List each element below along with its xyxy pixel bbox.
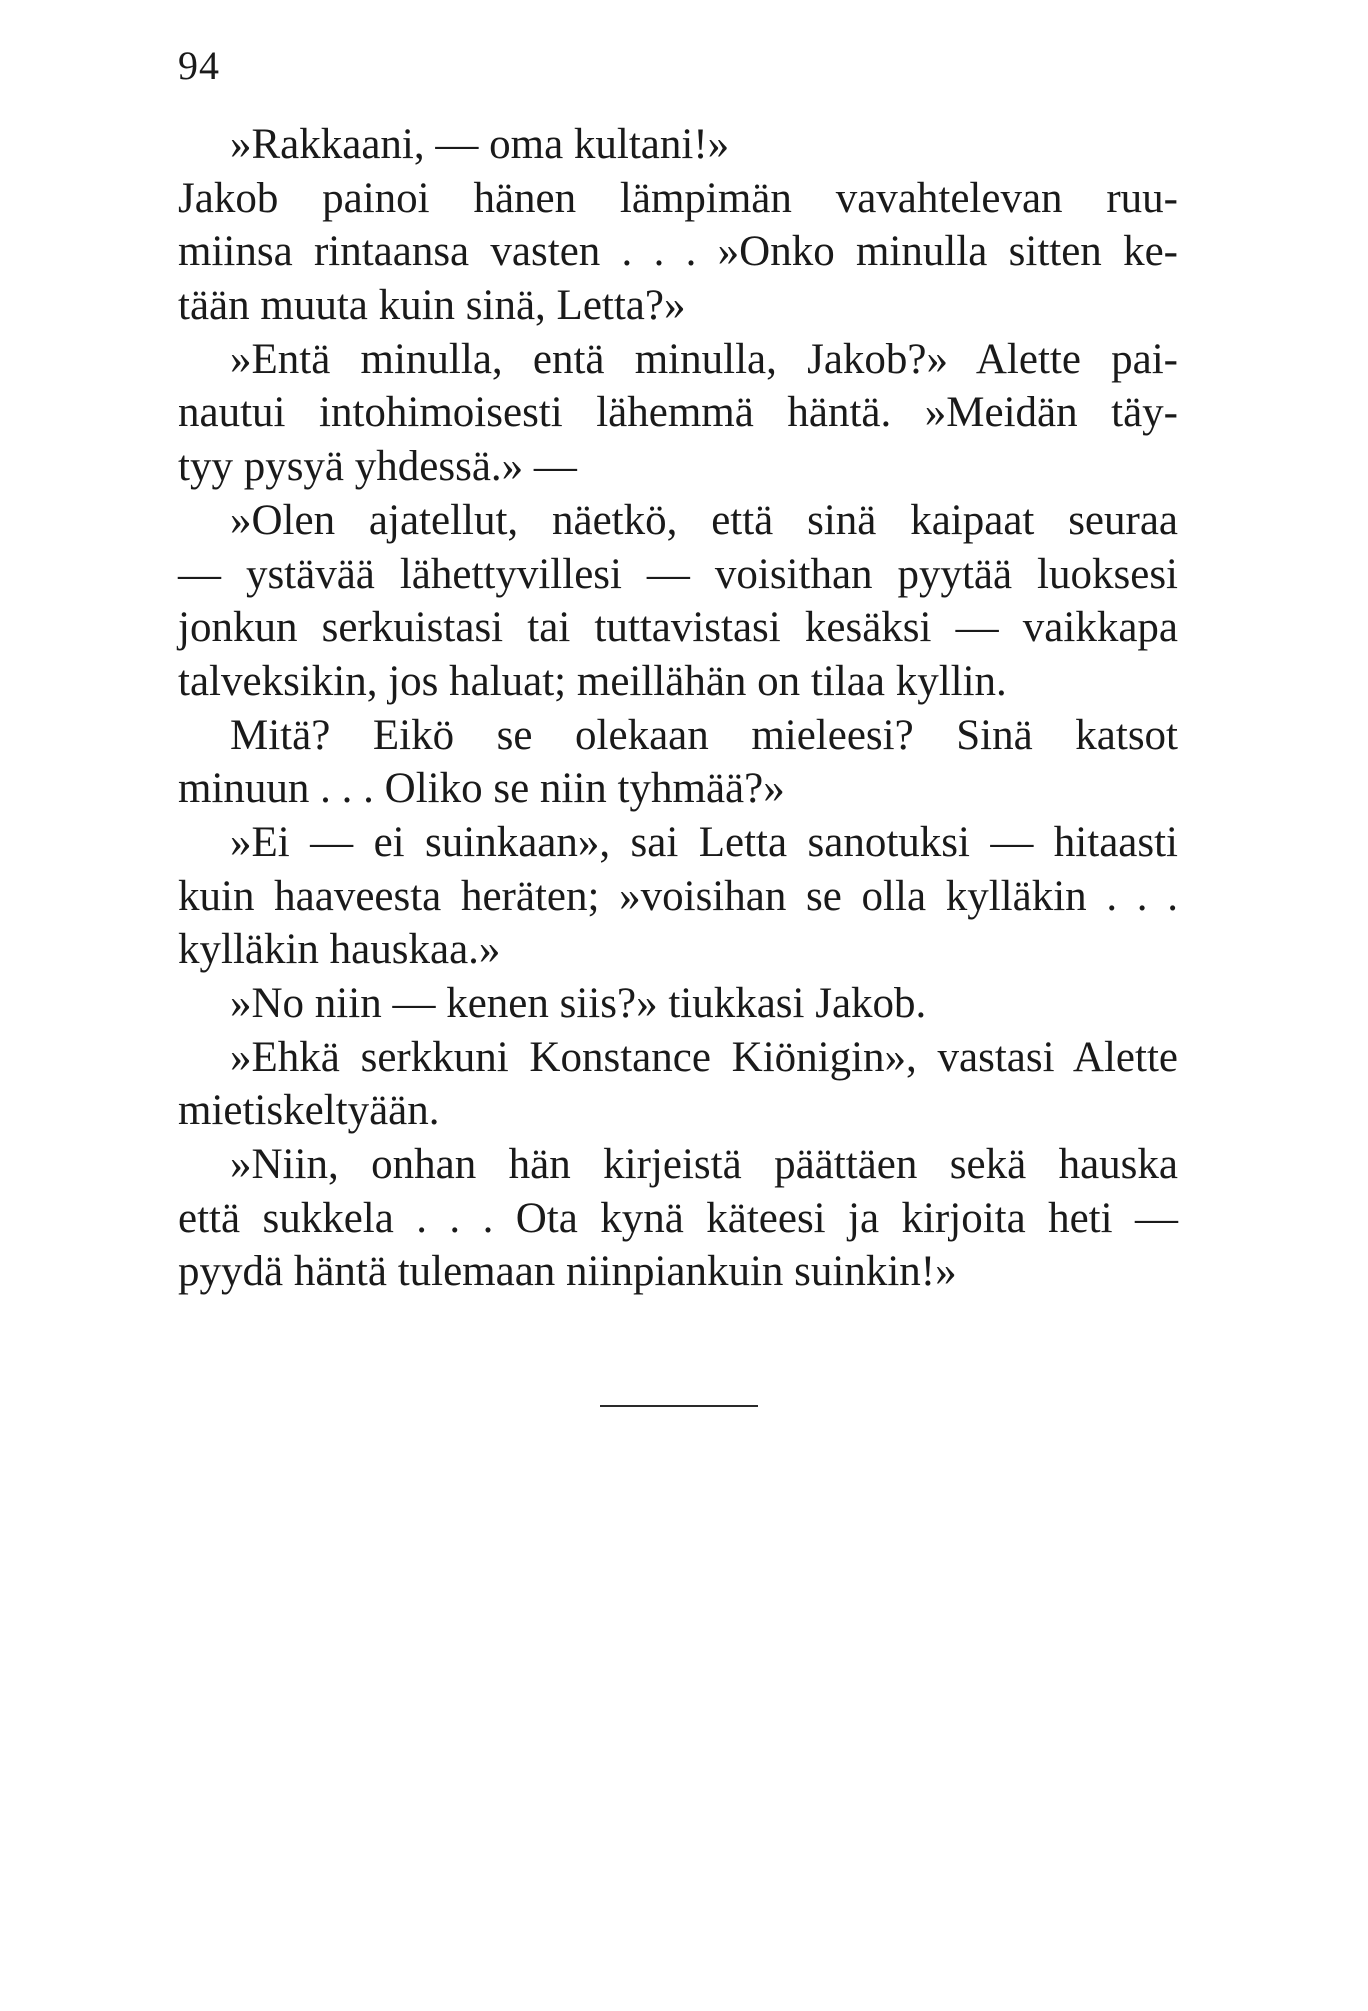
text-line: mietiskeltyään. [178,1087,440,1135]
text-line: »No niin — kenen siis?» tiukkasi Jakob. [230,980,927,1027]
text-line: »Rakkaani, — oma kultani!» [230,121,730,168]
text-line: kylläkin hauskaa.» [178,926,501,974]
text-line: jonkun serkuistasi tai tuttavistasi kesäksi — vaikkapa [178,604,1178,652]
text-line: kuin haaveesta heräten; »voisihan se olla kylläkin . . . [178,872,1178,920]
text-line: »Niin, onhan hän kirjeistä päättäen sekä hauska [230,1141,1178,1189]
text-line: miinsa rintaansa vasten . . . »Onko minulla sitten ke- [178,228,1178,276]
text-line: »Ehkä serkkuni Konstance Kiönigin», vastasi Alette [230,1033,1178,1081]
text-line: »Ei — ei suinkaan», sai Letta sanotuksi — hitaasti [230,818,1178,866]
text-line: tään muuta kuin sinä, Letta?» [178,282,686,330]
body-text [178,118,1178,1299]
text-line: minuun . . . Oliko se niin tyhmää?» [178,765,785,813]
text-line: talveksikin, jos haluat; meillähän on tilaa kyllin. [178,657,1007,705]
text-line: tyy pysyä yhdessä.» — [178,443,577,491]
text-line: — ystävää lähettyvillesi — voisithan pyytää luoksesi [178,550,1178,598]
text-line: pyydä häntä tulemaan niinpiankuin suinkin!» [178,1248,957,1296]
text-line: Mitä? Eikö se olekaan mieleesi? Sinä katsot [230,711,1178,759]
text-line: Jakob painoi hänen lämpimän vavahtelevan ruu- [178,174,1178,222]
text-line: »Entä minulla, entä minulla, Jakob?» Alette pai- [230,335,1178,383]
page-number: 94 [178,43,220,88]
text-line: »Olen ajatellut, näetkö, että sinä kaipaat seuraa [230,496,1178,544]
text-line: että sukkela . . . Ota kynä käteesi ja kirjoita heti — [178,1194,1178,1242]
section-divider [600,1405,758,1407]
text-line: nautui intohimoisesti lähemmä häntä. »Meidän täy- [178,389,1178,437]
